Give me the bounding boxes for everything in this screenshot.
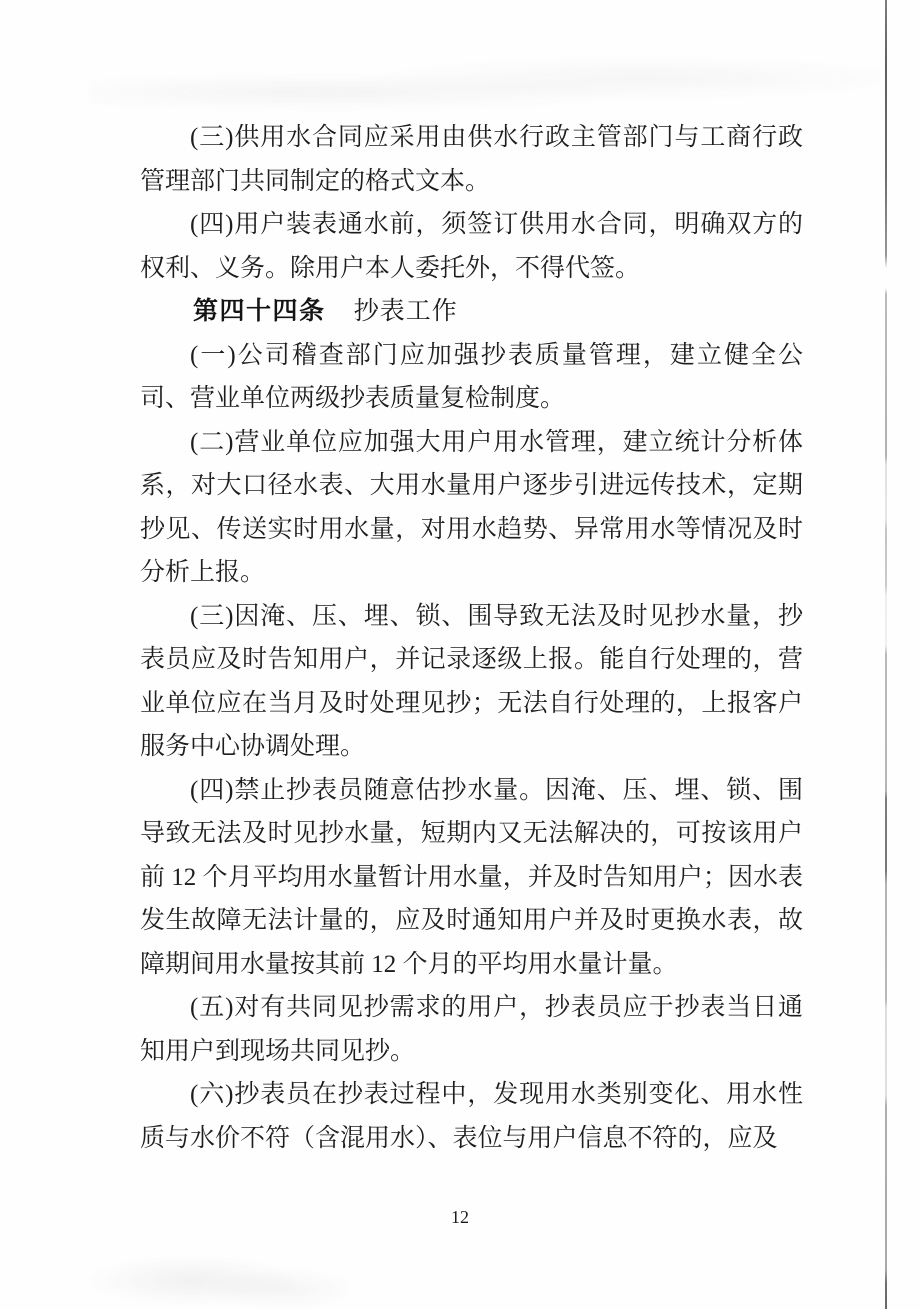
article-number: 第四十四条: [193, 298, 326, 325]
scan-artifact-vertical-line: [885, 0, 887, 1309]
paragraph-item-2-large-user-monitoring: (二)营业单位应加强大用户用水管理，建立统计分析体系，对大口径水表、大用水量用户逐步引进远传技术，定期抄见、传送实时用水量，对用水趋势、异常用水等情况及时分析上报。: [140, 428, 803, 586]
article-heading: [140, 290, 803, 334]
paragraph-item-4-contract-signing: (四)用户装表通水前，须签订供用水合同，明确双方的权利、义务。除用户本人委托外，不得代签。: [140, 211, 803, 282]
article-title: 抄表工作: [353, 298, 458, 325]
paragraph-item-6-discrepancy-reporting: (六)抄表员在抄表过程中，发现用水类别变化、用水性质与水价不符（含混用水）、表位与用户信息不符的，应及: [140, 1081, 803, 1152]
paragraph-item-4-estimation-rules: (四)禁止抄表员随意估抄水量。因淹、压、埋、锁、围导致无法及时见抄水量，短期内又无法解决的，可按该用户前 12 个月平均用水量暂计用水量，并及时告知用户；因水表发生故障无法计量的，应及时通知用户并及时更换水表，故障期间用水量按其前 12 个月的平均用水量计量。: [140, 776, 803, 978]
paragraph-item-5-joint-reading: (五)对有共同见抄需求的用户，抄表员应于抄表当日通知用户到现场共同见抄。: [140, 994, 803, 1065]
paragraph-item-3-contract-format: (三)供用水合同应采用由供水行政主管部门与工商行政管理部门共同制定的格式文本。: [140, 124, 803, 195]
page-number: 12: [451, 1207, 469, 1227]
scan-ghosting-artifact-bottom: [88, 1252, 348, 1309]
paragraph-item-1-quality-management: (一)公司稽查部门应加强抄表质量管理，建立健全公司、营业单位两级抄表质量复检制度。: [140, 341, 803, 412]
paragraph-item-3-unreadable-meters: (三)因淹、压、埋、锁、围导致无法及时见抄水量，抄表员应及时告知用户，并记录逐级上报。能自行处理的，营业单位应在当月及时处理见抄；无法自行处理的，上报客户服务中心协调处理。: [140, 602, 803, 760]
document-body: [140, 116, 803, 1160]
scan-ghosting-artifact-top: [90, 50, 880, 120]
